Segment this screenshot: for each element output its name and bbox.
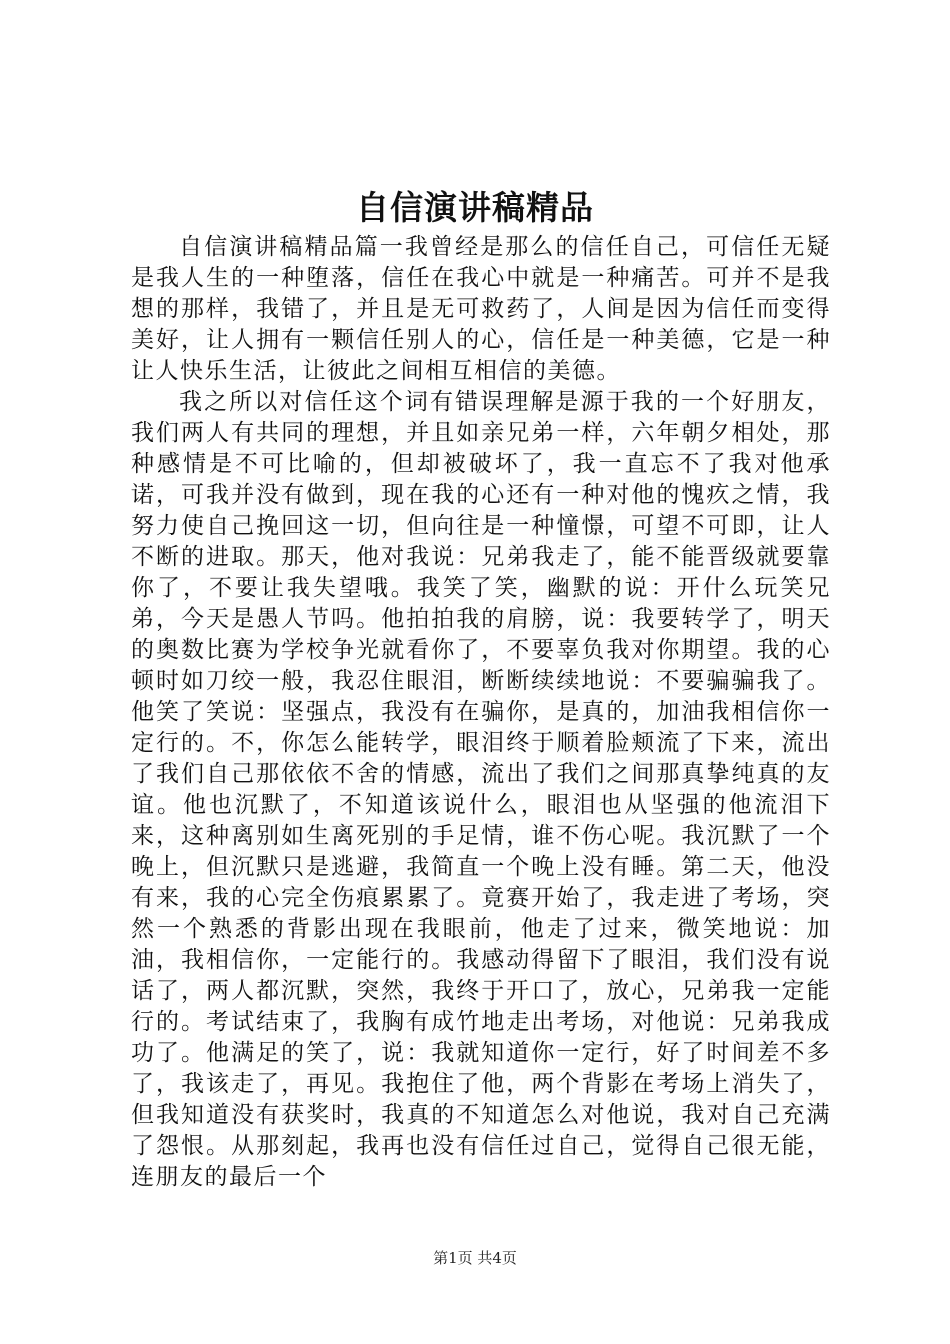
document-body xyxy=(131,232,831,1193)
page-footer xyxy=(0,1248,950,1268)
document-title: 自信演讲稿精品 xyxy=(356,188,594,227)
page-number-label: 第1页 共4页 xyxy=(433,1249,517,1267)
paragraph-1: 自信演讲稿精品篇一我曾经是那么的信任自己，可信任无疑是我人生的一种堕落，信任在我心中就是一种痛苦。可并不是我想的那样，我错了，并且是无可救药了，人间是因为信任而变得美好，让人拥有一颗信任别人的心，信任是一种美德，它是一种让人快乐生活，让彼此之间相互相信的美德。 xyxy=(131,234,831,384)
paragraph-2: 我之所以对信任这个词有错误理解是源于我的一个好朋友，我们两人有共同的理想，并且如亲兄弟一样，六年朝夕相处，那种感情是不可比喻的，但却被破坏了，我一直忘不了我对他承诺，可我并没有做到，现在我的心还有一种对他的愧疚之情，我努力使自己挽回这一切，但向往是一种憧憬，可望不可即，让人不断的进取。那天，他对我说：兄弟我走了，能不能晋级就要靠你了，不要让我失望哦。我笑了笑，幽默的说：开什么玩笑兄弟，今天是愚人节吗。他拍拍我的肩膀，说：我要转学了，明天的奥数比赛为学校争光就看你了，不要辜负我对你期望。我的心顿时如刀绞一般，我忍住眼泪，断断续续地说：不要骗骗我了。他笑了笑说：坚强点，我没有在骗你，是真的，加油我相信你一定行的。不，你怎么能转学，眼泪终于顺着脸颊流了下来，流出了我们自己那依依不舍的情感，流出了我们之间那真挚纯真的友谊。他也沉默了，不知道该说什么，眼泪也从坚强的他流泪下来，这种离别如生离死别的手足情，谁不伤心呢。我沉默了一个晚上，但沉默只是逃避，我简直一个晚上没有睡。第二天，他没有来，我的心完全伤痕累累了。竟赛开始了，我走进了考场，突然一个熟悉的背影出现在我眼前，他走了过来，微笑地说：加油，我相信你，一定能行的。我感动得留下了眼泪，我们没有说话了，两人都沉默，突然，我终于开口了，放心，兄弟我一定能行的。考试结束了，我胸有成竹地走出考场，对他说：兄弟我成功了。他满足的笑了，说：我就知道你一定行，好了时间差不多了，我该走了，再见。我抱住了他，两个背影在考场上消失了，但我知道没有获奖时，我真的不知道怎么对他说，我对自己充满了怨恨。从那刻起，我再也没有信任过自己，觉得自己很无能，连朋友的最后一个 xyxy=(131,389,831,1190)
